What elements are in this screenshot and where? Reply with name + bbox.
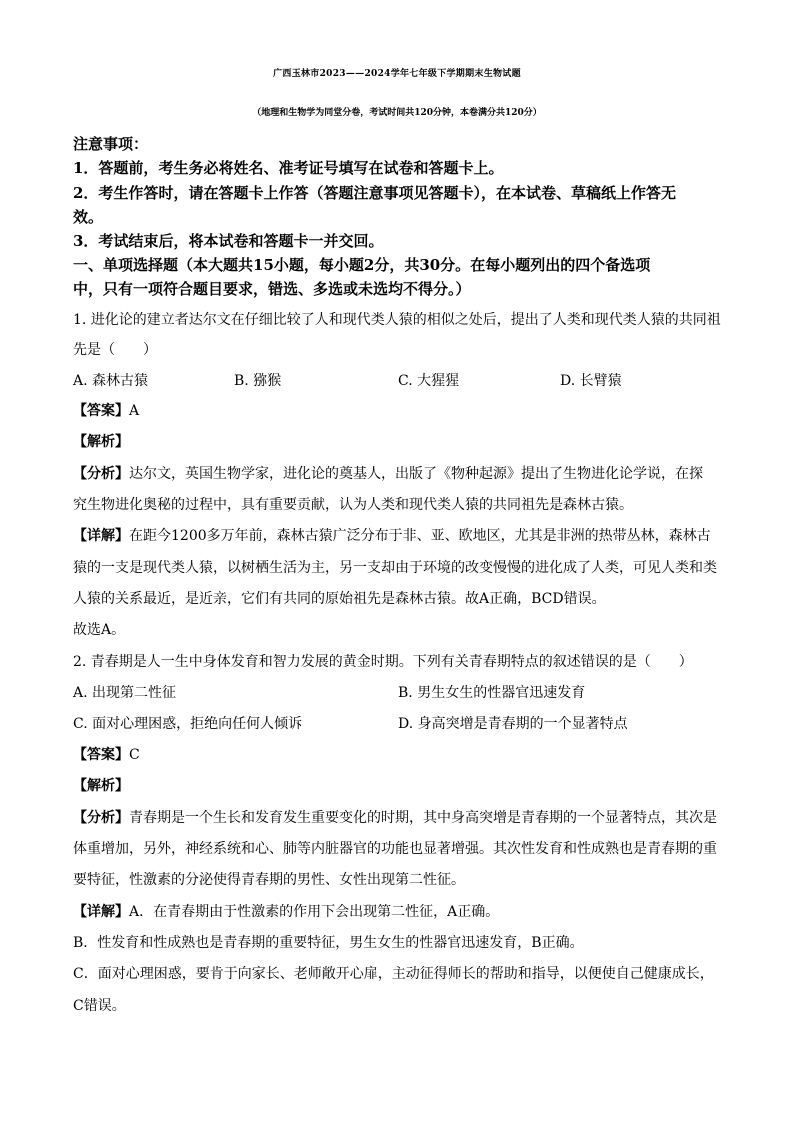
page-title: 广西玉林市2023——2024学年七年级下学期期末生物试题 (273, 69, 521, 79)
detail-line-cont: 猿的一支是现代类人猿，以树栖生活为主，另一支却由于环境的改变慢慢的进化成了人类，可见人类和类 (73, 560, 717, 576)
detail-line-cont: C错误。 (73, 998, 126, 1014)
notice-heading: 注意事项： (73, 135, 149, 153)
notice-item: 2．考生作答时，请在答题卡上作答（答题注意事项见答题卡），在本试卷、草稿纸上作答无 (73, 184, 676, 202)
option-a: A. 出现第二性征 (73, 685, 177, 701)
detail-line: 【详解】A．在青春期由于性激素的作用下会出现第二性征，A正确。 (73, 904, 500, 920)
answer-label: 【答案】 (73, 747, 129, 763)
option-c: C. 大猩猩 (398, 373, 460, 389)
option-d: D. 身高突增是青春期的一个显著特点 (398, 716, 628, 732)
explain-label: 【解析】 (73, 434, 129, 450)
option-c: C. 面对心理困惑，拒绝向任何人倾诉 (73, 716, 303, 732)
notice-item: 1．答题前，考生务必将姓名、准考证号填写在试卷和答题卡上。 (73, 159, 504, 177)
answer-line (73, 744, 140, 764)
analysis-line: 【分析】达尔文，英国生物学家，进化论的奠基人，出版了《物种起源》提出了生物进化论学说，在探 (73, 466, 703, 482)
option-a: A. 森林古猿 (73, 373, 149, 389)
question-stem: 1. 进化论的建立者达尔文在仔细比较了人和现代类人猿的相似之处后，提出了人类和现代类人猿的共同祖 (73, 312, 721, 328)
answer-value: C (129, 747, 140, 763)
notice-item: 3．考试结束后，将本试卷和答题卡一并交回。 (73, 232, 384, 250)
answer-line (73, 400, 139, 420)
analysis-line: 【分析】青春期是一个生长和发育发生重要变化的时期，其中身高突增是青春期的一个显著特点，其次是 (73, 810, 717, 826)
answer-label: 【答案】 (73, 403, 129, 419)
conclusion-line: 故选A。 (73, 622, 126, 638)
analysis-line-cont: 要特征，性激素的分泌使得青春期的男性、女性出现第二性征。 (73, 872, 465, 888)
section-heading: 一、单项选择题（本大题共15小题，每小题2分，共30分。在每小题列出的四个备选项 (73, 256, 651, 274)
detail-line-cont: C．面对心理困惑，要肯于向家长、老师敞开心扉，主动征得师长的帮助和指导，以便使自己健康成长， (73, 966, 714, 982)
detail-line-cont: B．性发育和性成熟也是青春期的重要特征，男生女生的性器官迅速发育，B正确。 (73, 935, 584, 951)
option-d: D. 长臂猿 (560, 373, 622, 389)
page-subtitle: （地理和生物学为同堂分卷，考试时间共120分钟，本卷满分共120分） (252, 108, 542, 118)
explain-label: 【解析】 (73, 778, 129, 794)
detail-line: 【详解】在距今1200多万年前，森林古猿广泛分布于非、亚、欧地区，尤其是非洲的热带丛林，森林古 (73, 528, 711, 544)
analysis-label: 【分析】 (73, 466, 129, 482)
notice-item: 效。 (73, 208, 104, 226)
question-stem-cont: 先是（ ） (73, 342, 157, 358)
question-stem: 2. 青春期是人一生中身体发育和智力发展的黄金时期。下列有关青春期特点的叙述错误的是（ ） (73, 654, 693, 670)
analysis-line-cont: 体重增加，另外，神经系统和心、肺等内脏器官的功能也显著增强。其次性发育和性成熟也是青春期的重 (73, 841, 717, 857)
analysis-label: 【分析】 (73, 810, 129, 826)
section-heading-cont: 中，只有一项符合题目要求，错选、多选或未选均不得分。） (73, 280, 471, 298)
detail-label: 【详解】 (73, 528, 129, 544)
detail-line-cont: 人猿的关系最近，是近亲，它们有共同的原始祖先是森林古猿。故A正确，BCD错误。 (73, 591, 606, 607)
analysis-line-cont: 究生物进化奥秘的过程中，具有重要贡献，认为人类和现代类人猿的共同祖先是森林古猿。 (73, 497, 633, 513)
option-b: B. 猕猴 (234, 373, 282, 389)
detail-label: 【详解】 (73, 904, 129, 920)
answer-value: A (129, 403, 140, 419)
option-b: B. 男生女生的性器官迅速发育 (398, 685, 586, 701)
